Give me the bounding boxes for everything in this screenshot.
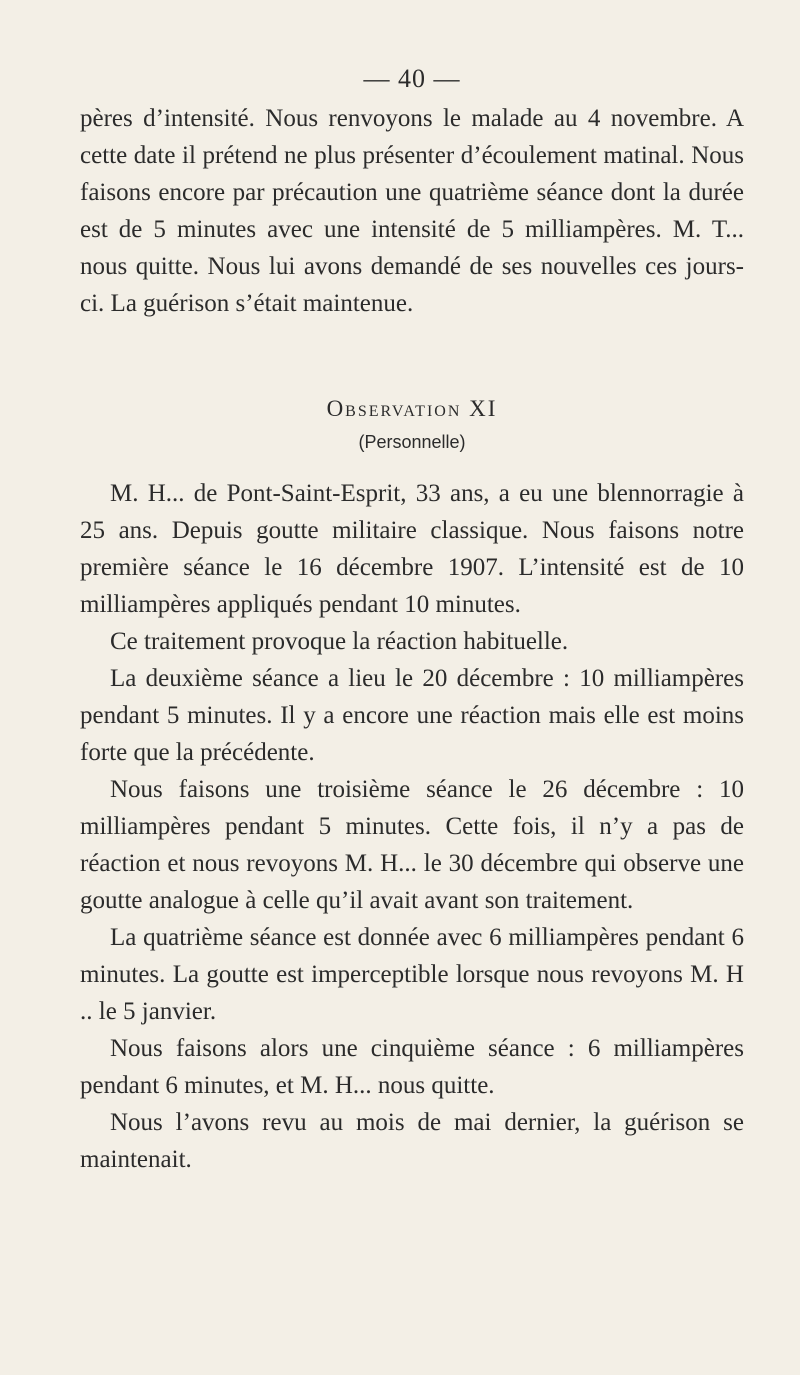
- paragraph: La quatrième séance est donnée avec 6 milliampères pendant 6 minutes. La goutte est imperceptible lorsque nous revoyons M. H .. le 5 janvier.: [80, 924, 744, 1025]
- paragraph: pères d’intensité. Nous renvoyons le malade au 4 novembre. A cette date il prétend ne plus présenter d’écoulement matinal. Nous faisons encore par précaution une quatrième séance dont la durée est de 5 minutes avec une intensité de 5 milliampères. M. T... nous quitte. Nous lui avons demandé de ses nouvelles ces jours-ci. La guérison s’était maintenue.: [80, 105, 744, 317]
- page-number: — 40 —: [363, 64, 461, 93]
- paragraph: Ce traitement provoque la réaction habituelle.: [110, 628, 569, 655]
- body-text-observation: [80, 475, 744, 1178]
- paragraph: M. H... de Pont-Saint-Esprit, 33 ans, a eu une blennorragie à 25 ans. Depuis goutte militaire classique. Nous faisons notre première séance le 16 décembre 1907. L’intensité est de 10 milliampères appliqués pendant 10 minutes.: [80, 480, 744, 618]
- observation-subtitle: (Personnelle): [358, 432, 466, 452]
- paragraph: Nous l’avons revu au mois de mai dernier, la guérison se maintenait.: [80, 1109, 744, 1173]
- observation-title: Observation XI: [326, 396, 498, 421]
- paragraph: Nous faisons alors une cinquième séance : 6 milliampères pendant 6 minutes, et M. H... nous quitte.: [80, 1035, 744, 1099]
- paragraph: La deuxième séance a lieu le 20 décembre : 10 milliampères pendant 5 minutes. Il y a encore une réaction mais elle est moins forte que la précédente.: [80, 665, 744, 766]
- body-text-top: [80, 100, 744, 322]
- paragraph: Nous faisons une troisième séance le 26 décembre : 10 milliampères pendant 5 minutes. Cette fois, il n’y a pas de réaction et nous revoyons M. H... le 30 décembre qui observe une goutte analogue à celle qu’il avait avant son traitement.: [80, 776, 744, 914]
